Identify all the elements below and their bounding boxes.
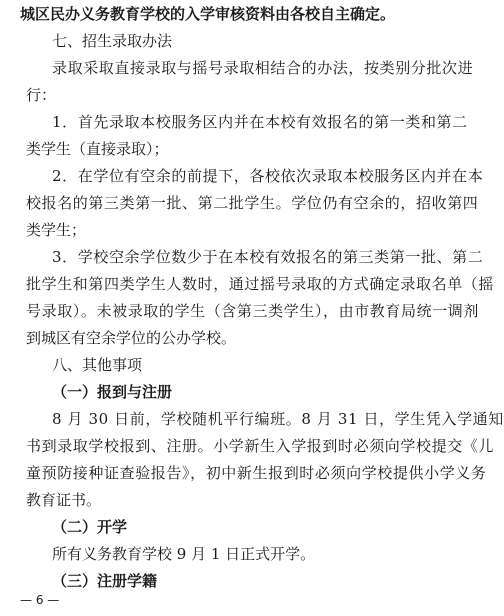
page-number: — 6 — [20, 593, 60, 607]
paragraph-line-3: 录取采取直接录取与摇号录取相结合的办法，按类别分批次进 [52, 59, 474, 77]
subsection-heading-registration: （一）报到与注册 [52, 383, 173, 401]
paragraph-line-11: 批学生和第四类学生人数时，通过摇号录取的方式确定录取名单（摇 [26, 275, 495, 293]
section-heading-other-matters: 八、其他事项 [52, 356, 143, 374]
paragraph-line-19: 教育证书。 [26, 491, 102, 509]
paragraph-line-1: 城区民办义务教育学校的入学审核资料由各校自主确定。 [20, 5, 396, 23]
subsection-heading-school-start: （二）开学 [52, 518, 128, 536]
paragraph-line-12: 号录取）。未被录取的学生（含第三类学生），由市教育局统一调剂 [26, 302, 480, 320]
paragraph-line-8: 校报名的第三类第一批、第二批学生。学位仍有空余的，招收第四 [26, 194, 479, 212]
paragraph-line-9: 类学生； [26, 221, 87, 239]
paragraph-line-4: 行： [26, 86, 57, 104]
paragraph-line-21: 所有义务教育学校 9 月 1 日正式开学。 [52, 545, 316, 563]
paragraph-line-6: 类学生（直接录取）； [26, 140, 169, 158]
paragraph-line-17: 书到录取学校报到、注册。小学新生入学报到时必须向学校提交《儿 [26, 437, 495, 455]
paragraph-line-16: 8 月 30 日前，学校随机平行编班。8 月 31 日，学生凭入学通知 [52, 410, 504, 428]
paragraph-line-10: 3．学校空余学位数少于在本校有效报名的第三类第一批、第二 [52, 248, 484, 266]
paragraph-line-5: 1．首先录取本校服务区内并在本校有效报名的第一类和第二 [52, 113, 468, 131]
paragraph-line-18: 童预防接种证查验报告》，初中新生报到时必须向学校提供小学义务 [26, 464, 487, 482]
section-heading-admission: 七、招生录取办法 [52, 32, 173, 50]
paragraph-line-13: 到城区有空余学位的公办学校。 [26, 329, 237, 347]
paragraph-line-7: 2．在学位有空余的前提下，各校依次录取本校服务区内并在本 [52, 167, 484, 185]
subsection-heading-student-registry: （三）注册学籍 [52, 572, 158, 590]
